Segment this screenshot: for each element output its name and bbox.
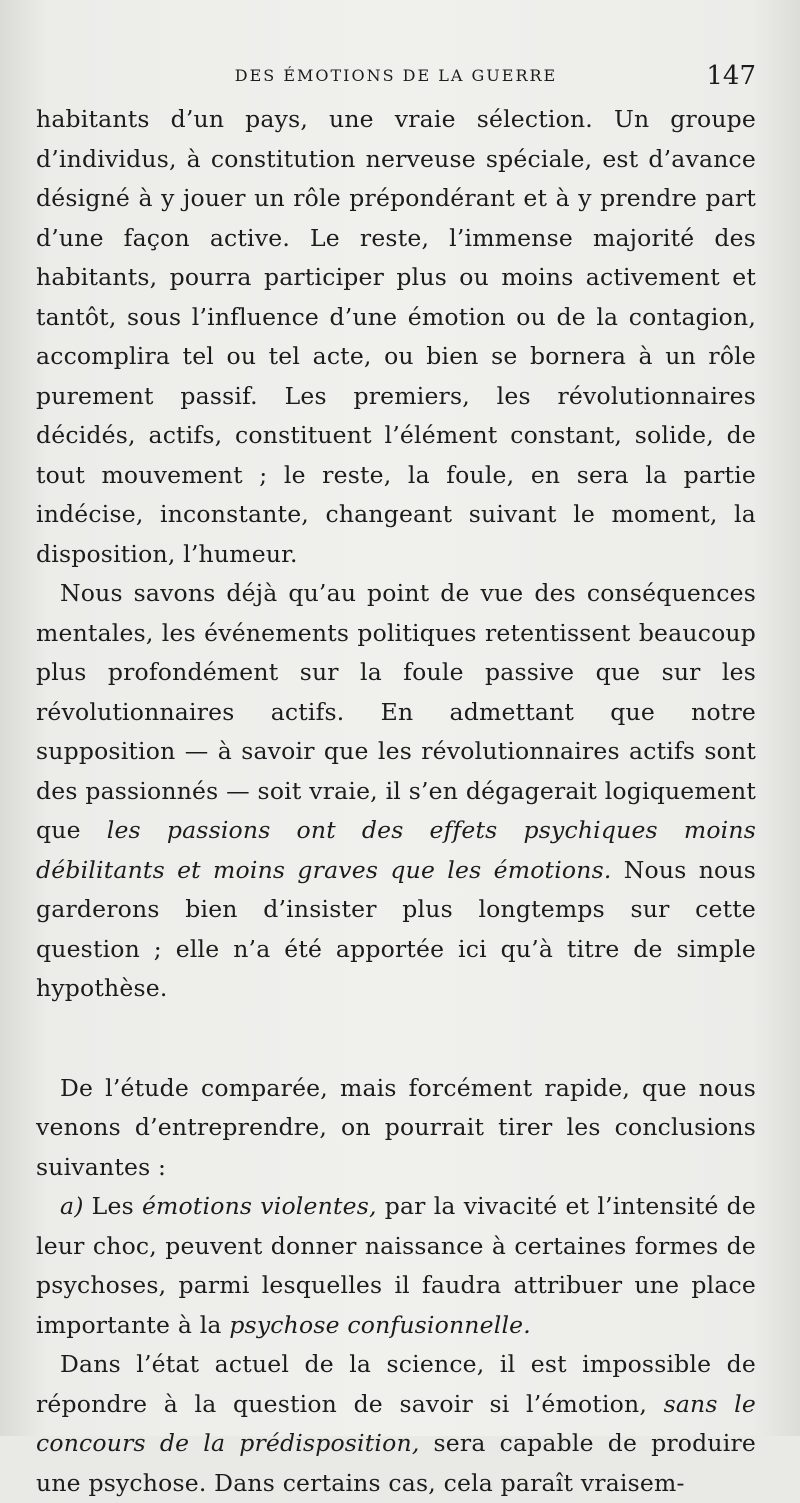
paragraph-4-italic-2: psychose confusionnelle. [229,1310,531,1339]
paragraph-4-label: a) [60,1192,84,1220]
running-title: DES ÉMOTIONS DE LA GUERRE [234,66,558,85]
paragraph-5-italic: sans le concours de la prédisposition, [36,1389,756,1457]
section-gap [36,1009,756,1069]
paragraph-4-text-a: Les [83,1192,142,1220]
paragraph-3: De l’étude comparée, mais forcément rapide, que nous venons d’entreprendre, on pourrait tirer les conclusions suivantes : [36,1073,756,1181]
body-text [36,100,756,1503]
paragraph-2-italic: les passions ont des effets psychiques moins débilitants et moins graves que les émotions. [36,816,756,884]
paragraph-5-text-a: Dans l’état actuel de la science, il est impossible de répondre à la question de savoir si l’émotion, [36,1350,756,1418]
paragraph-5-text-b: sera capable de produire une psychose. Dans certains cas, cela paraît vraisem- [36,1429,756,1497]
paragraph-4-text-b: par la vivacité et l’intensité de leur choc, peuvent donner naissance à certaines formes de psychoses, parmi lesquelles il faudra attribuer une place importante à la [36,1192,756,1339]
paragraph-1: habitants d’un pays, une vraie sélection. Un groupe d’individus, à constitution nerveuse spéciale, est d’avance désigné à y jouer un rôle prépondérant et à y prendre part d’une façon active. Le reste, l’immense majorité des habitants, pourra participer plus ou moins activement et tantôt, sous l’influence d’une émotion ou de la contagion, accomplira tel ou tel acte, ou bien se bornera à un rôle purement passif. Les premiers, les révolutionnaires décidés, actifs, constituent l’élément constant, solide, de tout mouvement ; le reste, la foule, en sera la partie indécise, inconstante, changeant suivant le moment, la disposition, l’humeur. [36,105,756,568]
paragraph-4-italic-1: émotions violentes, [141,1192,377,1220]
paragraph-2-text-b: Nous nous garderons bien d’insister plus longtemps sur cette question ; elle n’a été apportée ici qu’à titre de simple hypothèse. [36,855,756,1002]
page-number: 147 [706,61,756,91]
paragraph-4 [36,1187,756,1345]
paragraph-5 [36,1345,756,1503]
paragraph-2 [36,574,756,1009]
running-head [36,58,756,94]
paragraph-2-text-a: Nous savons déjà qu’au point de vue des conséquences mentales, les événements politiques retentissent beaucoup plus profondément sur la foule passive que sur les révolutionnaires actifs. En admettant que notre supposition — à savoir que les révolutionnaires actifs sont des passionnés — soit vraie, il s’en dégagerait logiquement que [36,579,756,844]
